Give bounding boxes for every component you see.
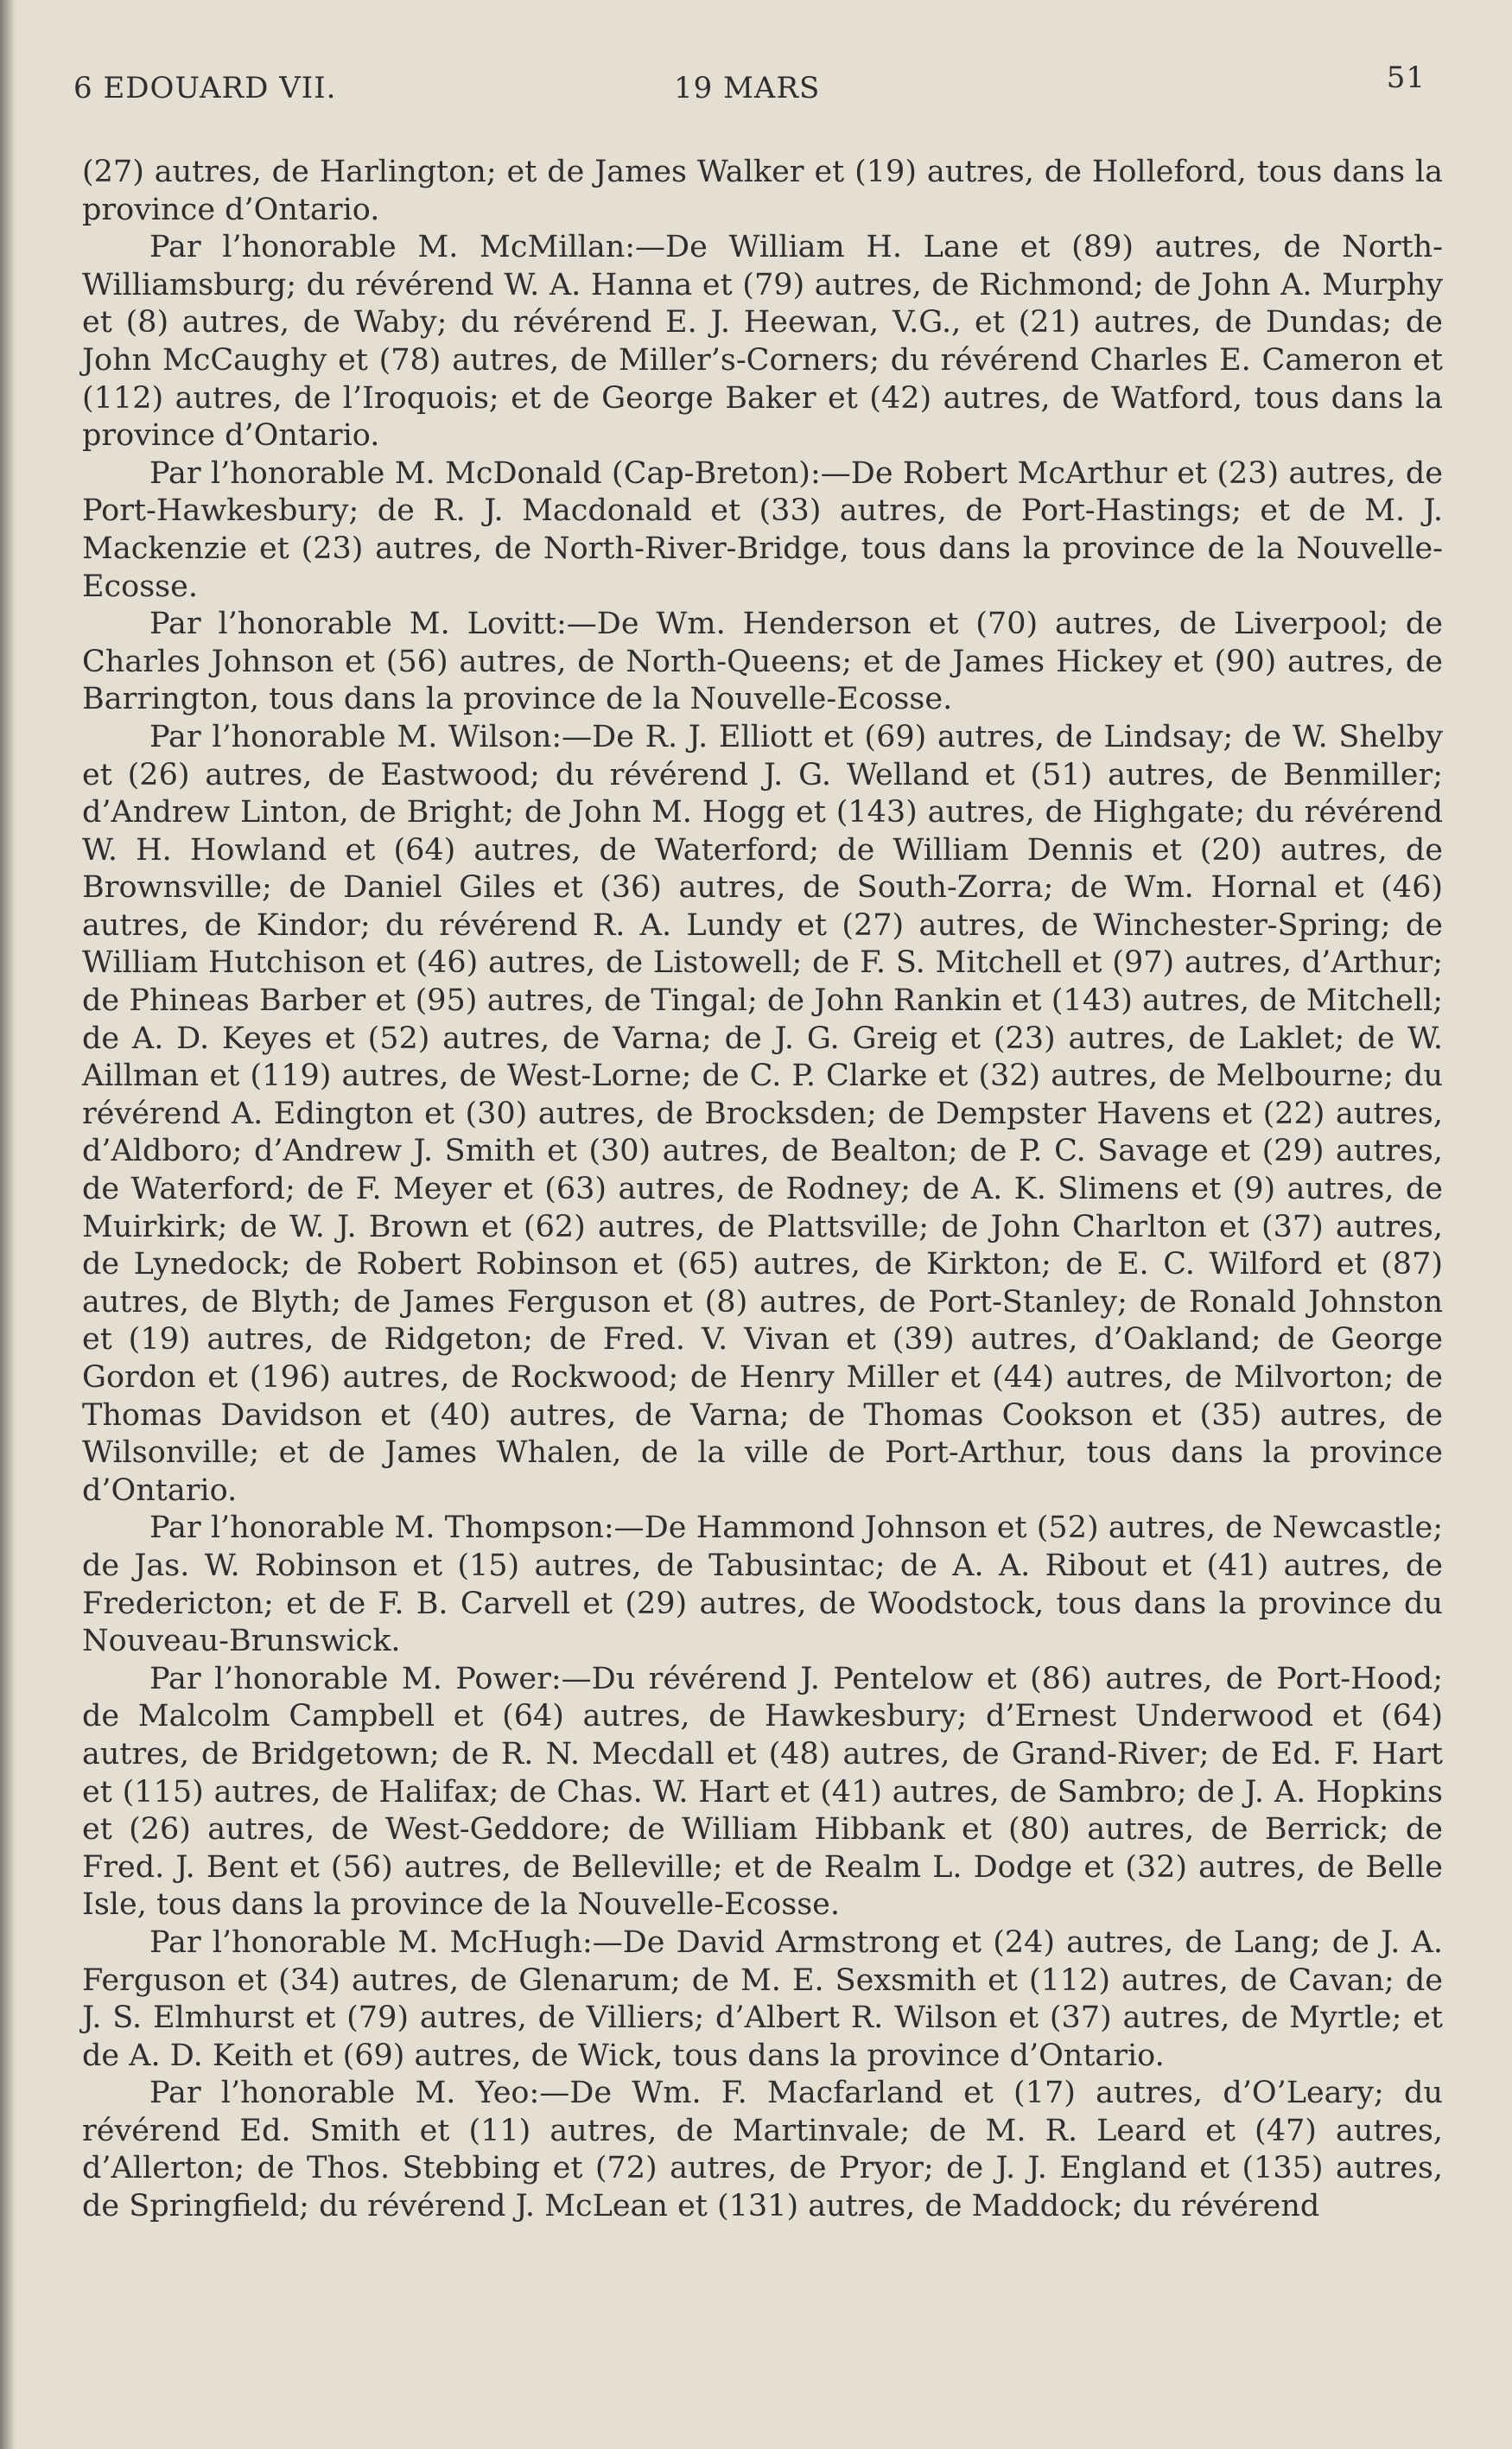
book-spine-shadow — [0, 0, 16, 2449]
paragraph-wilson: Par l’honorable M. Wilson:—De R. J. Elliott et (69) autres, de Lindsay; de W. Shelby et (26) autres, de Eastwood; du révérend J. G. Welland et (51) autres, de Benmiller; d’Andrew Linton, de Bright; de John M. Hogg et (143) autres, de Highgate; du révérend W. H. Howland et (64) autres, de Waterford; de William Dennis et (20) autres, de Brownsville; de Daniel Giles et (36) autres, de South-Zorra; de Wm. Hornal et (46) autres, de Kindor; du révérend R. A. Lundy et (27) autres, de Winchester-Spring; de William Hutchison et (46) autres, de Listowell; de F. S. Mitchell et (97) autres, d’Arthur; de Phineas Barber et (95) autres, de Tingal; de John Rankin et (143) autres, de Mitchell; de A. D. Keyes et (52) autres, de Varna; de J. G. Greig et (23) autres, de Laklet; de W. Aillman et (119) autres, de West-Lorne; de C. P. Clarke et (32) autres, de Melbourne; du révérend A. Edington et (30) autres, de Brocksden; de Dempster Havens et (22) autres, d’Aldboro; d’Andrew J. Smith et (30) autres, de Bealton; de P. C. Savage et (29) autres, de Waterford; de F. Meyer et (63) autres, de Rodney; de A. K. Slimens et (9) autres, de Muirkirk; de W. J. Brown et (62) autres, de Plattsville; de John Charlton et (37) autres, de Lynedock; de Robert Robinson et (65) autres, de Kirkton; de E. C. Wilford et (87) autres, de Blyth; de James Ferguson et (8) autres, de Port-Stanley; de Ronald Johnston et (19) autres, de Ridgeton; de Fred. V. Vivan et (39) autres, d’Oakland; de George Gordon et (196) autres, de Rockwood; de Henry Miller et (44) autres, de Milvorton; de Thomas Davidson et (40) autres, de Varna; de Thomas Cookson et (35) autres, de Wilsonville; et de James Whalen, de la ville de Port-Arthur, tous dans la province d’Ontario. — [82, 719, 1443, 1508]
page-body — [82, 154, 1443, 2226]
page-header — [73, 60, 1426, 112]
page-number: 51 — [1386, 60, 1426, 95]
date-label: 19 MARS — [674, 71, 821, 105]
paragraph-mcdonald: Par l’honorable M. McDonald (Cap-Breton):—De Robert McArthur et (23) autres, de Port-Hawkesbury; de R. J. Macdonald et (33) autres, de Port-Hastings; et de M. J. Mackenzie et (23) autres, de North-River-Bridge, tous dans la province de la Nouvelle-Ecosse. — [82, 455, 1443, 604]
paragraph-mchugh: Par l’honorable M. McHugh:—De David Armstrong et (24) autres, de Lang; de J. A. Ferguson et (34) autres, de Glenarum; de M. E. Sexsmith et (112) autres, de Cavan; de J. S. Elmhurst et (79) autres, de Villiers; d’Albert R. Wilson et (37) autres, de Myrtle; et de A. D. Keith et (69) autres, de Wick, tous dans la province d’Ontario. — [82, 1924, 1443, 2073]
session-label: 6 EDOUARD VII. — [73, 71, 337, 105]
paragraph-thompson: Par l’honorable M. Thompson:—De Hammond Johnson et (52) autres, de Newcastle; de Jas. W. Robinson et (15) autres, de Tabusintac; de A. A. Ribout et (41) autres, de Fredericton; et de F. B. Carvell et (29) autres, de Woodstock, tous dans la province du Nouveau-Brunswick. — [82, 1511, 1443, 1659]
paragraph-lovitt: Par l’honorable M. Lovitt:—De Wm. Henderson et (70) autres, de Liverpool; de Charles Johnson et (56) autres, de North-Queens; et de James Hickey et (90) autres, de Barrington, tous dans la province de la Nouvelle-Ecosse. — [82, 607, 1443, 717]
paragraph-yeo: Par l’honorable M. Yeo:—De Wm. F. Macfarland et (17) autres, d’O’Leary; du révérend Ed. Smith et (11) autres, de Martinvale; de M. R. Leard et (47) autres, d’Allerton; de Thos. Stebbing et (72) autres, de Pryor; de J. J. England et (135) autres, de Springfield; du révérend J. McLean et (131) autres, de Maddock; du révérend — [82, 2076, 1443, 2224]
paragraph-continuation: (27) autres, de Harlington; et de James Walker et (19) autres, de Holleford, tous dans la province d’Ontario. — [82, 155, 1443, 227]
paragraph-mcmillan: Par l’honorable M. McMillan:—De William H. Lane et (89) autres, de North-Williamsburg; du révérend W. A. Hanna et (79) autres, de Richmond; de John A. Murphy et (8) autres, de Waby; du révérend E. J. Heewan, V.G., et (21) autres, de Dundas; de John McCaughy et (78) autres, de Miller’s-Corners; du révérend Charles E. Cameron et (112) autres, de l’Iroquois; et de George Baker et (42) autres, de Watford, tous dans la province d’Ontario. — [82, 230, 1443, 454]
paragraph-power: Par l’honorable M. Power:—Du révérend J. Pentelow et (86) autres, de Port-Hood; de Malcolm Campbell et (64) autres, de Hawkesbury; d’Ernest Underwood et (64) autres, de Bridgetown; de R. N. Mecdall et (48) autres, de Grand-River; de Ed. F. Hart et (115) autres, de Halifax; de Chas. W. Hart et (41) autres, de Sambro; de J. A. Hopkins et (26) autres, de West-Geddore; de William Hibbank et (80) autres, de Berrick; de Fred. J. Bent et (56) autres, de Belleville; et de Realm L. Dodge et (32) autres, de Belle Isle, tous dans la province de la Nouvelle-Ecosse. — [82, 1661, 1443, 1923]
